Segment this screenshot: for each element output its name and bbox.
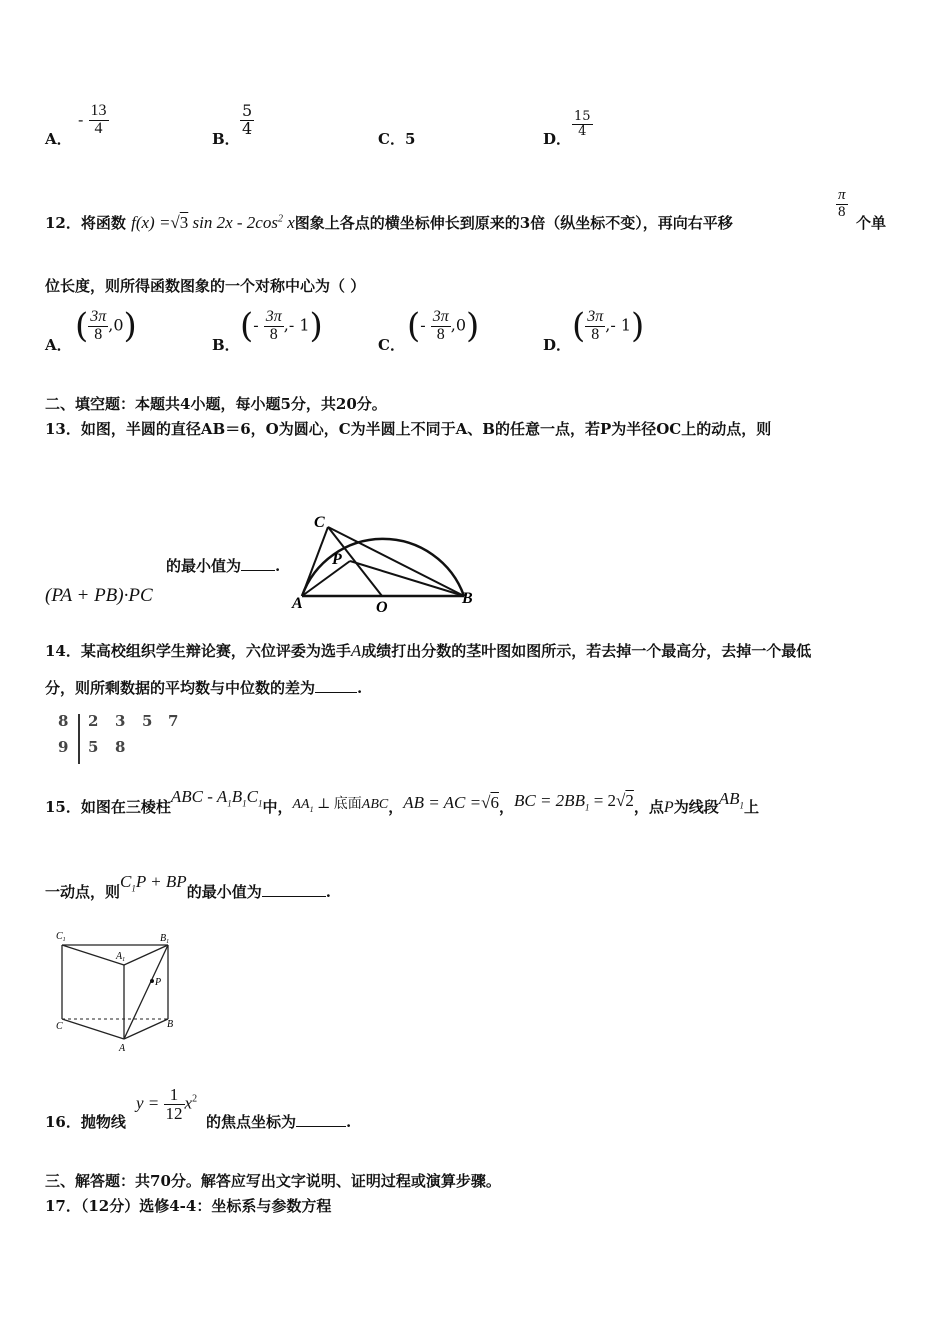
q15-prism-figure bbox=[50, 925, 190, 1055]
q15-stem-line2: 一动点，则$C_1P$ + BP的最小值为 . bbox=[45, 872, 331, 901]
label-b: B bbox=[462, 590, 473, 607]
q12-option-b-value: (- $\frac{3\pi}{8}$ ,- 1) bbox=[240, 306, 323, 346]
q12-stem-line2: 位长度，则所得函数图象的一个对称中心为（ ） bbox=[45, 277, 366, 295]
q14-stem-line2: 分，则所剩数据的平均数与中位数的差为 . bbox=[45, 679, 363, 697]
q16-label: 16．抛物线 bbox=[45, 1113, 126, 1131]
q15-prism: ABC - $A_1B_1C_1$ bbox=[170, 787, 263, 809]
label-o: O bbox=[376, 599, 388, 616]
label-b: B bbox=[167, 1019, 174, 1030]
q11-option-d-value: $\frac{15}{4}$ bbox=[574, 109, 591, 139]
q12-option-d-label: D． bbox=[543, 336, 572, 354]
point-p bbox=[150, 979, 154, 983]
section2-title: 二、填空题：本题共4小题，每小题5分，共20分。 bbox=[45, 395, 387, 413]
label-p: P bbox=[155, 977, 162, 988]
label-c1: $C_1$ bbox=[56, 931, 66, 943]
q12-shift-fraction: $\frac{\pi}{8}$ bbox=[838, 187, 846, 220]
q13-semicircle-figure bbox=[290, 500, 480, 616]
q12-option-a-value: ( $\frac{3\pi}{8}$ ,0) bbox=[75, 306, 137, 346]
q15-ab1: $AB_1$ bbox=[718, 789, 744, 811]
label-c: C bbox=[56, 1021, 63, 1032]
q13-min-text: 的最小值为 . bbox=[166, 557, 281, 575]
q15-ab-ac: AB = AC =√6 bbox=[403, 793, 499, 812]
q17-stem: 17．（12分）选修4-4：坐标系与参数方程 bbox=[45, 1197, 332, 1215]
q16-text: 的焦点坐标为 . bbox=[206, 1113, 352, 1131]
q12-stem: 12．将函数 f(x) =√3 $\sin 2x - 2\cos^2$ x图象上各点的横坐标伸长到原来的3倍（纵坐标不变），再向右平移 bbox=[45, 213, 733, 232]
semicircle-arc bbox=[302, 539, 464, 596]
q12-option-a-label: A． bbox=[45, 336, 72, 354]
q15-expression: $C_1P$ + BP bbox=[120, 872, 187, 894]
q15-perp-cond: $AA_1$ ⊥ 底面ABC bbox=[292, 797, 389, 814]
q16-equation: y = $\frac{1}{12}$ $x^2$ bbox=[136, 1085, 198, 1123]
q14-stem-line1: 14．某高校组织学生辩论赛，六位评委为选手A成绩打出分数的茎叶图如图所示，若去掉一个最高分，去掉一个最低 bbox=[45, 641, 812, 660]
page: A． - $\frac{13}{4}$ B． $\frac{5}{4}$ C．5 D． $\frac{15}{4}$ 12．将函数 f(x) =√3 $\sin 2x - 2\cos^2$ x图象上各点的横坐标伸长到原来的3倍（纵坐标不变），再向右平移 $\frac{\pi}{8}$ 个单 位长度，则所得函数图象的一个对称中心为（ ） A． ( $\frac{3\pi}{8}$ ,0) B． (- $\frac{3\pi}{8}$ ,- 1) C． (- $\frac{3\pi}{8}$ ,0) D． ( $\frac{3\pi}{8}$ ,- 1) 二、填空题：本题共4小题，每小题5分，共20分。 13．如图，半圆的直径AB＝6，O为圆心，C为半圆上不同于A、B的任意一点，若P为半径OC上的动点，则 的最小值为 . (PA + PB)·PC C P A O B 14．某高校组织学生辩论赛，六位评委为选手A成绩打出分数的茎叶图如图所示，若去掉一个最高分，去掉一个最低 分，则所剩数据的平均数与中位数的差为 . 8 2 3 5 7 9 5 8 15．如图在三棱柱ABC - $A_1B_1C_1$中，$AA_1$ ⊥ 底面ABC，AB = AC =√6，BC = $2BB_1 = 2√2$，点P为线段$AB_1$上 一动点，则$C_1P$ + BP的最小值为 . $C_1$ $B_1$ $A_1$ P C B A 16．抛物线 y = $\frac{1}{12}$ $x^2$ 的焦点坐标为 . 三、解答题：共70分。解答应写出文字说明、证明过程或演算步骤。 17．（12分）选修4-4：坐标系与参数方程 bbox=[45, 101, 887, 1215]
label-a: A bbox=[292, 595, 303, 612]
q12-option-c-label: C． bbox=[378, 336, 405, 354]
q13-stem: 13．如图，半圆的直径AB＝6，O为圆心，C为半圆上不同于A、B的任意一点，若P为半径OC上的动点，则 bbox=[45, 420, 772, 438]
q11-option-a-value: - $\frac{13}{4}$ bbox=[78, 102, 107, 137]
q13-expression: (PA + PB)·PC bbox=[45, 585, 153, 606]
q11-option-d: D． bbox=[543, 130, 572, 148]
q12-function: f(x) =√3 $\sin 2x - 2\cos^2$ x bbox=[131, 213, 295, 232]
q11-option-b: B． bbox=[212, 130, 240, 148]
section3-title: 三、解答题：共70分。解答应写出文字说明、证明过程或演算步骤。 bbox=[45, 1172, 501, 1190]
label-a1: $A_1$ bbox=[116, 951, 126, 963]
q12-stem-end: 个单 bbox=[856, 214, 887, 232]
q11-option-a: A． bbox=[45, 130, 72, 148]
label-p: P bbox=[332, 551, 342, 568]
label-c: C bbox=[314, 514, 325, 531]
q15-stem-line1: 15．如图在三棱柱ABC - $A_1B_1C_1$中，$AA_1$ ⊥ 底面ABC，AB = AC =√6，BC = $2BB_1 = 2√2$，点P为线段$AB_1$上 bbox=[45, 787, 759, 816]
q12-option-b-label: B． bbox=[212, 336, 240, 354]
q12-option-c-value: (- $\frac{3\pi}{8}$ ,0) bbox=[407, 306, 480, 346]
q11-option-b-value: $\frac{5}{4}$ bbox=[242, 101, 253, 138]
q15-bc: BC = $2BB_1 = 2√2$ bbox=[513, 791, 634, 813]
q12-option-d-value: ( $\frac{3\pi}{8}$ ,- 1) bbox=[572, 306, 645, 346]
label-b1: $B_1$ bbox=[160, 933, 170, 945]
label-a: A bbox=[119, 1043, 126, 1054]
q11-option-c: C．5 bbox=[378, 130, 416, 148]
